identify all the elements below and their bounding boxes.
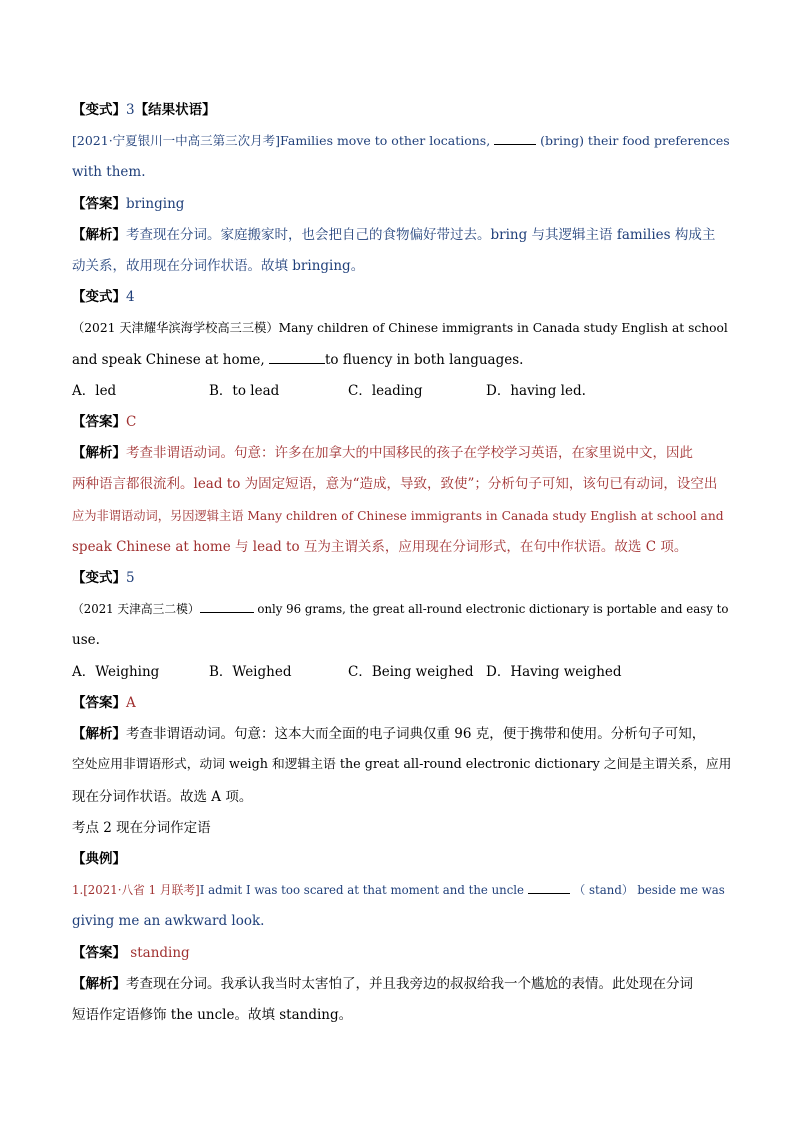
variant-tag: 【变式】 xyxy=(72,102,126,118)
question-text-a: I admit I was too scared at that moment and the uncle xyxy=(199,883,525,897)
variant-4-question-line2 xyxy=(72,350,523,370)
variant-5-analysis-line2: 空处应用非谓语形式，动词 weigh 和逻辑主语 the great all-round electronic dictionary 之间是主谓关系，应用 xyxy=(72,757,732,772)
example-question-line1 xyxy=(72,880,725,900)
variant-4-question-line1: （2021 天津耀华滨海学校高三三模）Many children of Chinese immigrants in Canada study English at school xyxy=(72,321,728,335)
variant-4-analysis-line2: 两种语言都很流利。lead to 为固定短语，意为“造成，导致，致使”；分析句子可知，该句已有动词，设空出 xyxy=(72,476,718,492)
variant-5-analysis-line1 xyxy=(72,724,705,744)
option-c[interactable]: C．leading xyxy=(348,383,423,399)
answer-tag: 【答案】 xyxy=(72,945,126,961)
question-text: only 96 grams, the great all-round electronic dictionary is portable and easy to xyxy=(257,602,729,616)
variant-3-heading xyxy=(72,100,216,120)
question-text-b: （ stand） beside me was xyxy=(573,883,725,897)
answer-tag: 【答案】 xyxy=(72,695,126,711)
analysis-tag: 【解析】 xyxy=(72,976,126,992)
answer-value: A xyxy=(126,695,136,711)
variant-4-analysis-line3: 应为非谓语动词，另因逻辑主语 Many children of Chinese immigrants in Canada study English at school and xyxy=(72,509,724,523)
option-c[interactable]: C．Being weighed xyxy=(348,664,474,680)
answer-blank[interactable] xyxy=(269,351,325,364)
variant-title: 【结果状语】 xyxy=(134,102,216,118)
question-source: [2021·宁夏银川一中高三第三次月考] xyxy=(72,133,281,148)
option-d[interactable]: D．having led. xyxy=(486,383,586,399)
variant-4-answer xyxy=(72,412,136,432)
variant-3-answer xyxy=(72,194,184,214)
section-title: 考点 2 现在分词作定语 xyxy=(72,820,211,836)
example-tag: 【典例】 xyxy=(72,851,126,867)
answer-tag: 【答案】 xyxy=(72,414,126,430)
example-answer xyxy=(72,943,190,963)
answer-value: bringing xyxy=(126,196,185,212)
analysis-tag: 【解析】 xyxy=(72,445,126,461)
option-b[interactable]: B．Weighed xyxy=(209,664,292,680)
variant-5-options xyxy=(72,662,724,682)
question-text-a: and speak Chinese at home, xyxy=(72,352,265,368)
variant-4-options xyxy=(72,381,724,401)
answer-value: standing xyxy=(130,945,190,961)
option-a[interactable]: A．Weighing xyxy=(72,664,160,680)
variant-tag: 【变式】 xyxy=(72,570,126,586)
question-text-b: (bring) their food preferences xyxy=(540,133,730,148)
variant-3-analysis-line1 xyxy=(72,225,715,245)
variant-5-heading xyxy=(72,568,135,588)
example-analysis-line1 xyxy=(72,974,693,994)
variant-5-question-line1 xyxy=(72,599,728,619)
analysis-text: 考查非谓语动词。句意：许多在加拿大的中国移民的孩子在学校学习英语，在家里说中文，因此 xyxy=(126,445,693,461)
answer-value: C xyxy=(126,414,137,430)
variant-4-analysis-line1 xyxy=(72,443,693,463)
variant-3-question xyxy=(72,131,730,151)
analysis-text: 考查非谓语动词。句意：这本大而全面的电子词典仅重 96 克，便于携带和使用。分析句子可知， xyxy=(126,726,706,742)
variant-5-analysis-line3: 现在分词作状语。故选 A 项。 xyxy=(72,789,253,805)
answer-blank[interactable] xyxy=(494,132,536,145)
variant-5-question-line2: use. xyxy=(72,632,100,648)
answer-tag: 【答案】 xyxy=(72,196,126,212)
answer-blank[interactable] xyxy=(200,600,254,613)
analysis-text: 考查现在分词。家庭搬家时，也会把自己的食物偏好带过去。bring 与其逻辑主语 families 构成主 xyxy=(126,227,716,243)
example-analysis-line2: 短语作定语修饰 the uncle。故填 standing。 xyxy=(72,1007,353,1023)
variant-number: 3 xyxy=(126,102,135,118)
variant-4-heading xyxy=(72,287,135,307)
option-a[interactable]: A．led xyxy=(72,383,117,399)
variant-tag: 【变式】 xyxy=(72,289,126,305)
question-source: 1.[2021·八省 1 月联考] xyxy=(72,883,200,897)
question-source: （2021 天津高三二模） xyxy=(72,602,200,616)
variant-4-analysis-line4: speak Chinese at home 与 lead to 互为主谓关系，应用现在分词形式，在句中作状语。故选 C 项。 xyxy=(72,539,688,555)
variant-3-analysis-line2: 动关系，故用现在分词作状语。故填 bringing。 xyxy=(72,258,365,274)
question-text-a: Families move to other locations, xyxy=(280,133,491,148)
variant-number: 4 xyxy=(126,289,135,305)
option-b[interactable]: B．to lead xyxy=(209,383,280,399)
analysis-tag: 【解析】 xyxy=(72,227,126,243)
variant-number: 5 xyxy=(126,570,135,586)
analysis-tag: 【解析】 xyxy=(72,726,126,742)
answer-blank[interactable] xyxy=(528,881,570,894)
analysis-text: 考查现在分词。我承认我当时太害怕了，并且我旁边的叔叔给我一个尴尬的表情。此处现在分词 xyxy=(126,976,693,992)
question-text-b: to fluency in both languages. xyxy=(324,352,524,368)
variant-3-question-line2: with them. xyxy=(72,164,146,180)
example-question-line2: giving me an awkward look. xyxy=(72,913,265,929)
variant-5-answer xyxy=(72,693,136,713)
option-d[interactable]: D．Having weighed xyxy=(486,664,622,680)
